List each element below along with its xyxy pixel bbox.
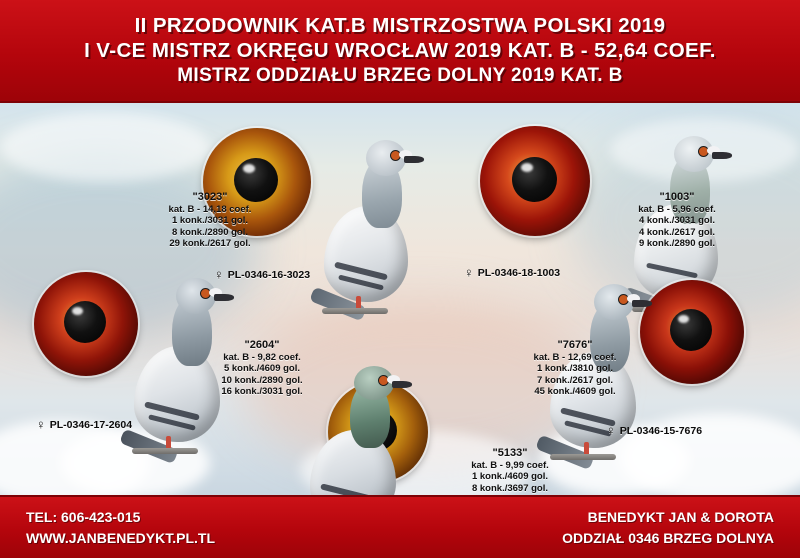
pigeon-stat-2604-1: 5 konk./4609 gol.: [223, 363, 301, 375]
contact-banner: [0, 495, 800, 558]
eye-glint-1003: [521, 163, 533, 172]
pigeon-name-1003: "1003": [659, 191, 695, 203]
pigeon-info-7676: [500, 340, 650, 398]
pigeon-ring-7676: [606, 424, 702, 437]
eye-glint-7676: [678, 315, 689, 323]
pigeon-stat-3023-3: 29 konk./2617 gol.: [169, 238, 251, 250]
phone-text: TEL: 606-423-015: [26, 508, 141, 525]
owner-name: BENEDYKT JAN & DOROTA: [587, 508, 774, 525]
eye-glint-2604: [72, 307, 83, 315]
pigeon-stat-2604-3: 16 konk./3031 gol.: [221, 386, 303, 398]
pigeon-info-3023: [140, 192, 280, 250]
female-symbol-icon-1003: ♀: [464, 265, 474, 280]
pigeon-ring-number-1003: PL-0346-18-1003: [477, 266, 561, 279]
pigeon-ring-number-3023: PL-0346-16-3023: [227, 268, 311, 281]
pigeon-name-3023: "3023": [192, 191, 228, 203]
contact-right: [562, 507, 774, 549]
female-symbol-icon-7676: ♀: [606, 423, 616, 438]
pigeon-stat-3023-2: 8 konk./2890 gol.: [171, 226, 249, 238]
pigeon-stat-7676-2: 7 konk./2617 gol.: [536, 374, 614, 386]
pigeon-stat-7676-1: 1 konk./3810 gol.: [536, 363, 614, 375]
pigeon-stat-1003-1: 4 konk./3031 gol.: [638, 215, 716, 227]
title-line-2: I V-CE MISTRZ OKRĘGU WROCŁAW 2019 KAT. B - 52,64 COEF.: [84, 39, 716, 62]
eye-photo-1003: [480, 126, 590, 236]
website-link[interactable]: WWW.JANBENEDYKT.PL.TL: [26, 529, 215, 546]
pigeon-stat-1003-3: 9 konk./2890 gol.: [638, 238, 716, 250]
pigeon-stat-2604-2: 10 konk./2890 gol.: [221, 374, 303, 386]
pigeon-stat-2604-0: kat. B - 9,82 coef.: [223, 351, 301, 363]
pigeon-beak-2604: [214, 294, 234, 301]
pigeon-info-1003: [612, 192, 742, 250]
pigeon-stat-3023-0: kat. B - 14,18 coef.: [168, 203, 252, 215]
pigeon-name-2604: "2604": [244, 339, 280, 351]
pigeon-stat-7676-0: kat. B - 12,69 coef.: [533, 351, 617, 363]
cloud-top-left: [0, 112, 210, 182]
pigeon-beak-3023: [404, 156, 424, 163]
pigeon-ring-2604: [36, 418, 132, 431]
pigeon-beak-7676: [632, 300, 652, 307]
pigeon-perch-2604: [132, 448, 198, 454]
pigeon-stat-5133-0: kat. B - 9,99 coef.: [471, 459, 549, 471]
pigeon-photo-3023: [300, 110, 430, 310]
pigeon-perch-3023: [322, 308, 388, 314]
contact-left: [26, 507, 215, 549]
female-symbol-icon-2604: ♀: [36, 417, 46, 432]
pigeon-stat-5133-2: 8 konk./3697 gol.: [471, 482, 549, 494]
eye-glint-3023: [243, 164, 255, 173]
pigeon-beak-1003: [712, 152, 732, 159]
pigeon-name-5133: "5133": [492, 447, 528, 459]
pigeon-ring-number-2604: PL-0346-17-2604: [49, 418, 133, 431]
title-line-1: II PRZODOWNIK KAT.B MISTRZOSTWA POLSKI 2019: [134, 14, 666, 37]
eye-pupil-2604: [64, 301, 106, 343]
eye-pupil-7676: [670, 309, 712, 351]
eye-pupil-1003: [512, 157, 557, 202]
title-line-3: MISTRZ ODDZIAŁU BRZEG DOLNY 2019 KAT. B: [177, 65, 623, 86]
pigeon-stat-3023-1: 1 konk./3031 gol.: [171, 215, 249, 227]
pigeon-ring-number-7676: PL-0346-15-7676: [619, 424, 703, 437]
pigeon-stat-1003-0: kat. B - 5,96 coef.: [638, 203, 716, 215]
pigeon-beak-5133: [392, 381, 412, 388]
pigeon-stat-7676-3: 45 konk./4609 gol.: [534, 386, 616, 398]
pigeon-name-7676: "7676": [557, 339, 593, 351]
pigeon-stat-1003-2: 4 konk./2617 gol.: [638, 226, 716, 238]
pigeon-stat-5133-1: 1 konk./4609 gol.: [471, 471, 549, 483]
branch-name: ODDZIAŁ 0346 BRZEG DOLNYA: [562, 529, 774, 546]
title-banner: [0, 0, 800, 103]
female-symbol-icon-3023: ♀: [214, 267, 224, 282]
